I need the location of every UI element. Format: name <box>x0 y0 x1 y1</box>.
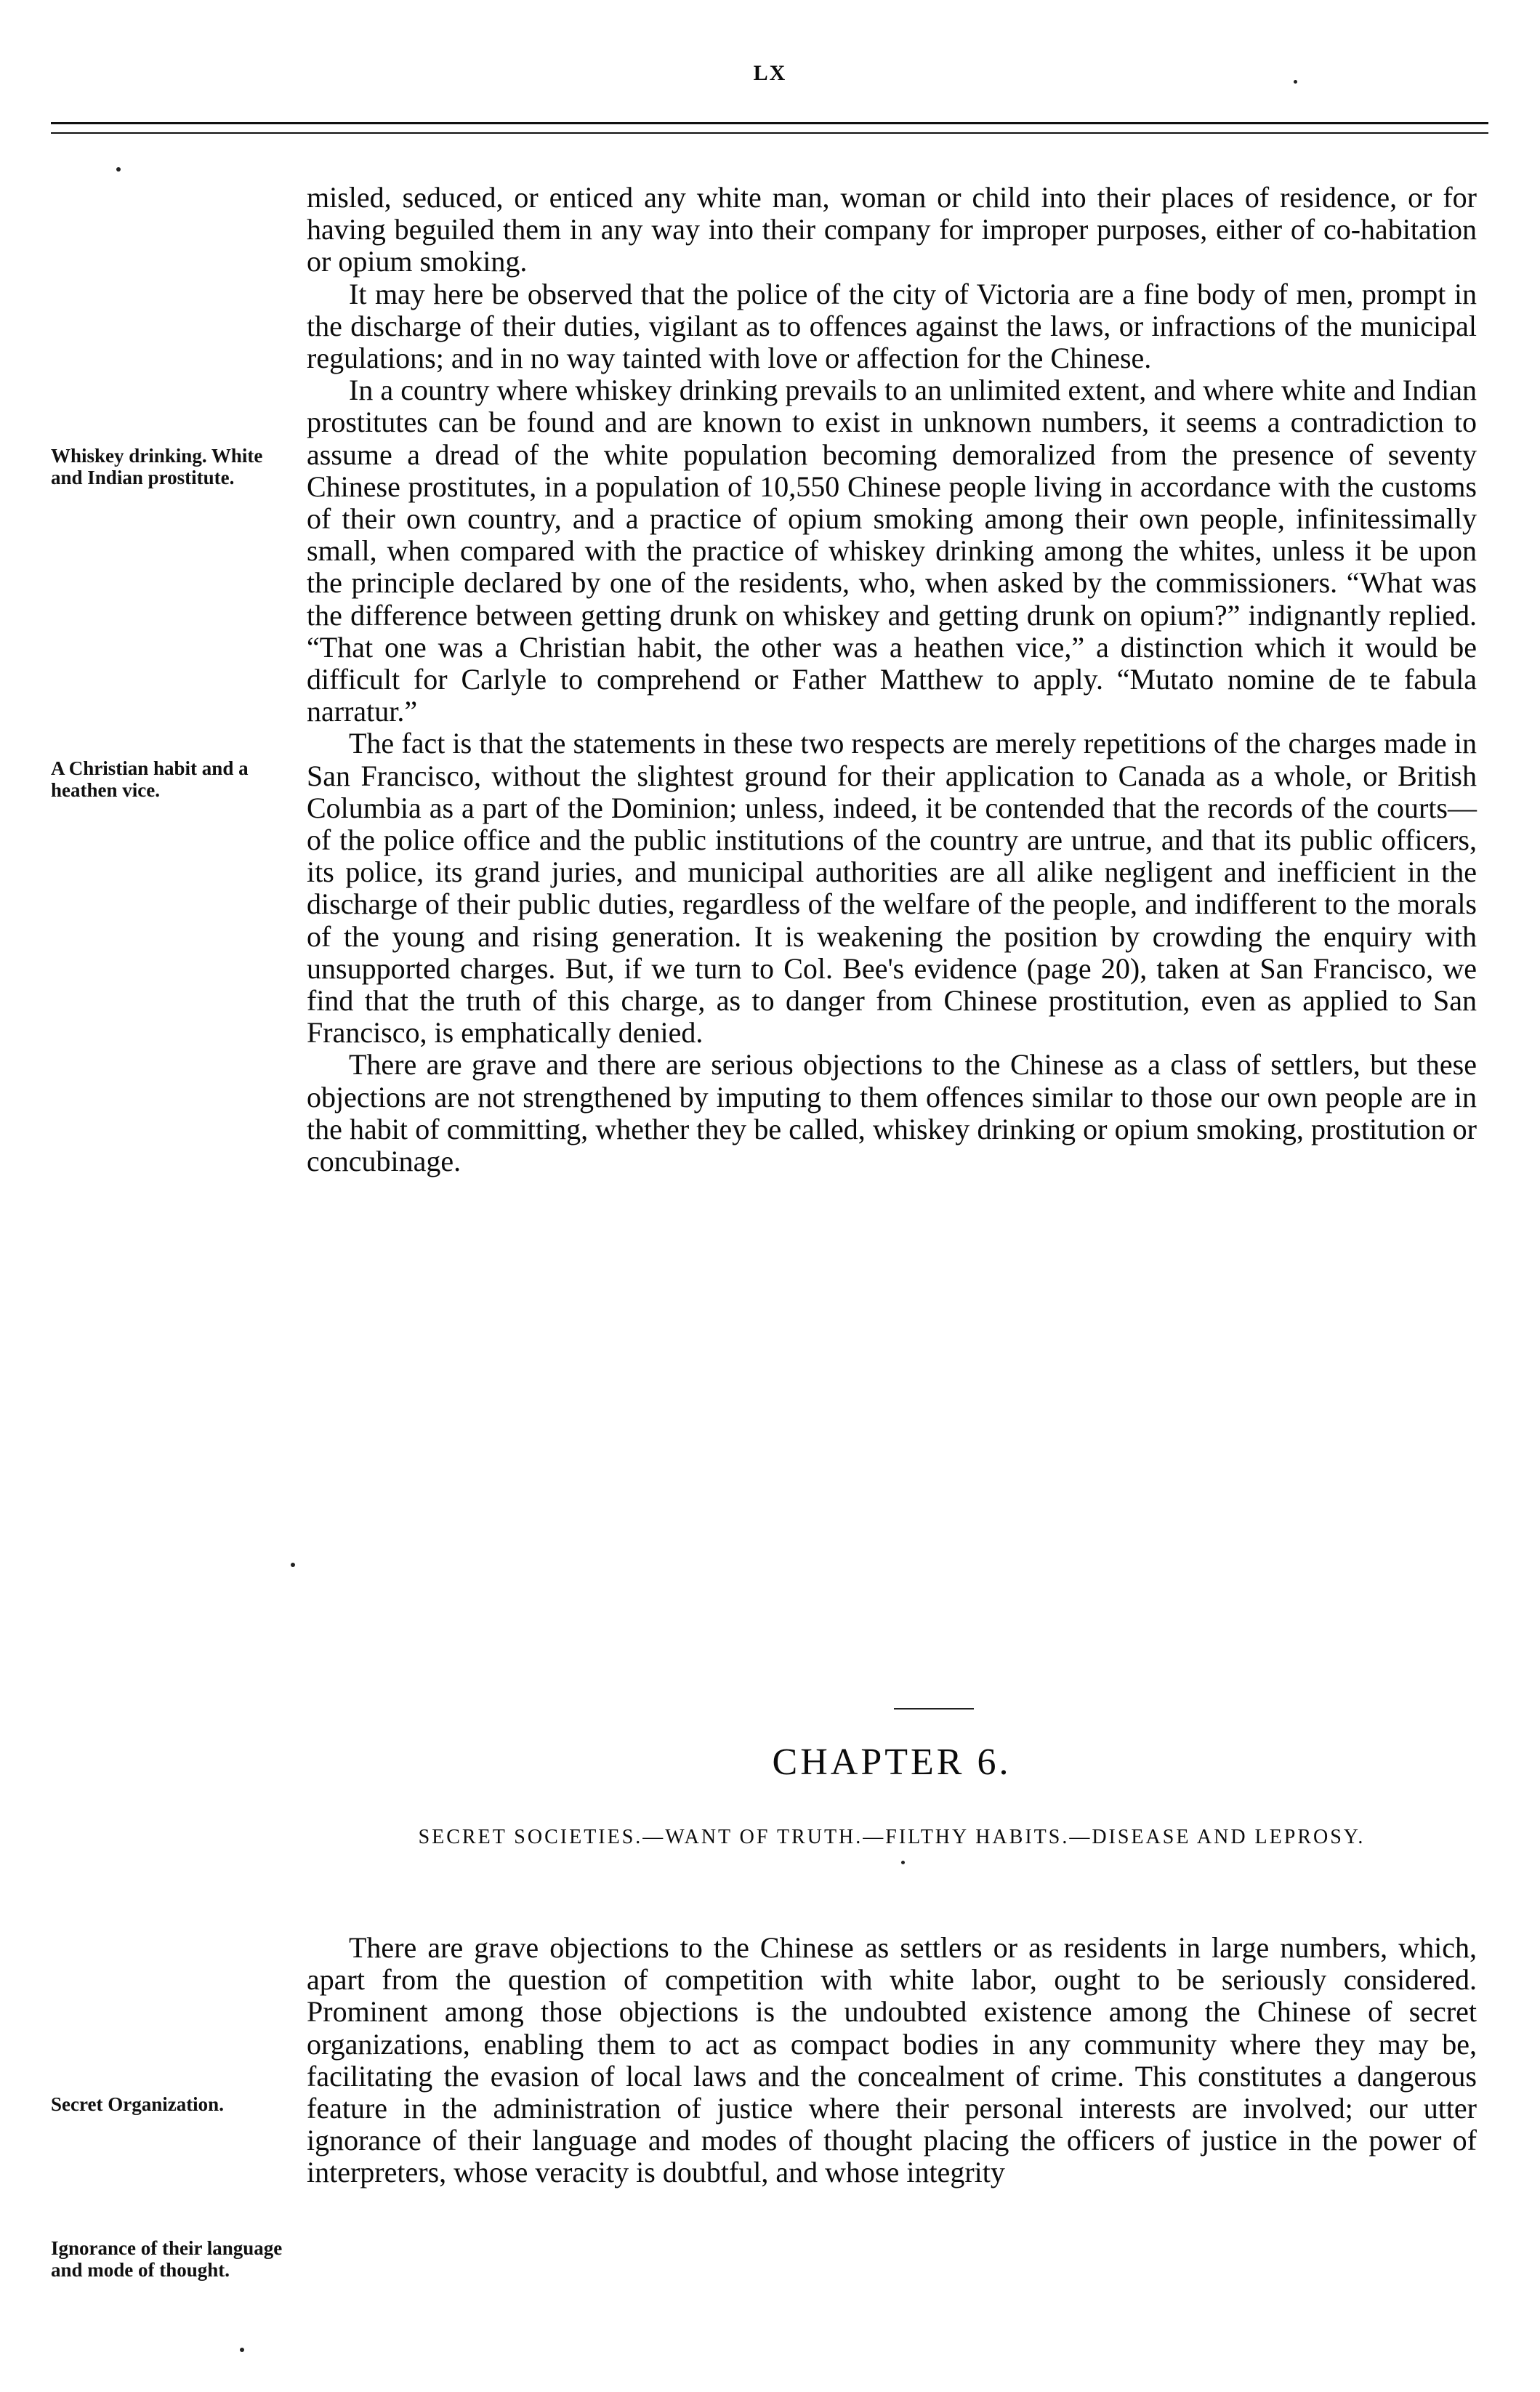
paragraph-statements: The fact is that the statements in these two respects are merely repetitions of the charges made in San Francisco, without the slightest ground for their application to Canada as a whole, or British Columbia as a part of the Dominion; unless, indeed, it be contended that the records of the courts—of the police office and the public institutions of the country are untrue, and that its public officers, its police, its grand juries, and municipal authorities are all alike negligent and inefficient in the discharge of their public duties, regardless of the welfare of the people, and indifferent to the morals of the young and rising generation. It is weakening the position by crowding the enquiry with unsupported charges. But, if we turn to Col. Bee's evidence (page 20), taken at San Francisco, we find that the truth of this charge, as to danger from Chinese prostitution, even as applied to San Francisco, is emphatically denied. <box>307 727 1477 1050</box>
header-rule <box>51 122 1488 124</box>
scan-speck <box>240 2348 244 2352</box>
body-text <box>307 182 1477 1177</box>
chapter-heading: CHAPTER 6. <box>772 1741 1012 1783</box>
scan-speck <box>901 1861 905 1864</box>
chapter-body-text <box>307 1932 1477 2189</box>
page-number: LX <box>753 61 787 85</box>
scan-speck <box>116 167 121 172</box>
paragraph-police: It may here be observed that the police of the city of Victoria are a fine body of men, prompt in the discharge of their duties, vigilant as to offences against the laws, or infractions of the municipal regulations; and in no way tainted with love or affection for the Chinese. <box>307 277 1477 375</box>
margin-note-ignorance: Ignorance of their language and mode of thought. <box>51 2237 283 2281</box>
section-divider <box>894 1708 974 1710</box>
paragraph-chapter-opening: There are grave objections to the Chinese as settlers or as residents in large numbers, which, apart from the question of competition with white labor, ought to be seriously considered. Prominent among those objections is the undoubted existence among the Chinese of secret organizations, enabling them to act as compact bodies in any community where they may be, facilitating the evasion of local laws and the concealment of crime. This constitutes a dangerous feature in the administration of justice where their personal interests are involved; our utter ignorance of their language and modes of thought placing the officers of justice in the power of interpreters, whose veracity is doubtful, and whose integrity <box>307 1931 1477 2189</box>
scan-speck <box>291 1563 295 1567</box>
paragraph-continuation: misled, seduced, or enticed any white man, woman or child into their places of residence, or for having beguiled them in any way into their company for improper purposes, either of co-habitation or opium smoking. <box>307 181 1477 278</box>
scan-speck <box>1294 80 1297 84</box>
margin-note-whiskey: Whiskey drinking. White and Indian prostitute. <box>51 445 263 488</box>
paragraph-objections: There are grave and there are serious objections to the Chinese as a class of settlers, but these objections are not strengthened by imputing to them offences similar to those our own people are in the habit of committing, whether they be called, whiskey drinking or opium smoking, prostitution or concubinage. <box>307 1048 1477 1178</box>
margin-note-christian-habit: A Christian habit and a heathen vice. <box>51 757 249 801</box>
paragraph-whiskey: In a country where whiskey drinking prevails to an unlimited extent, and where white and Indian prostitutes can be found and are known to exist in unknown numbers, it seems a contradiction to assume a dread of the white population becoming demoralized from the presence of seventy Chinese prostitutes, in a population of 10,550 Chinese people living in accordance with the customs of their own country, and a practice of opium smoking among their own people, infinitessimally small, when compared with the practice of whiskey drinking among the whites, unless it be upon the principle declared by one of the residents, who, when asked by the commissioners. “What was the difference between getting drunk on whiskey and getting drunk on opium?” indignantly replied. “That one was a Christian habit, the other was a heathen vice,” a distinction which it would be difficult for Carlyle to comprehend or Father Matthew to apply. “Mutato nomine de te fabula narratur.” <box>307 374 1477 728</box>
header-rule-thin <box>51 132 1488 134</box>
margin-note-secret-organization: Secret Organization. <box>51 2093 224 2115</box>
chapter-subtitle: SECRET SOCIETIES.—WANT OF TRUTH.—FILTHY HABITS.—DISEASE AND LEPROSY. <box>418 1826 1366 1848</box>
